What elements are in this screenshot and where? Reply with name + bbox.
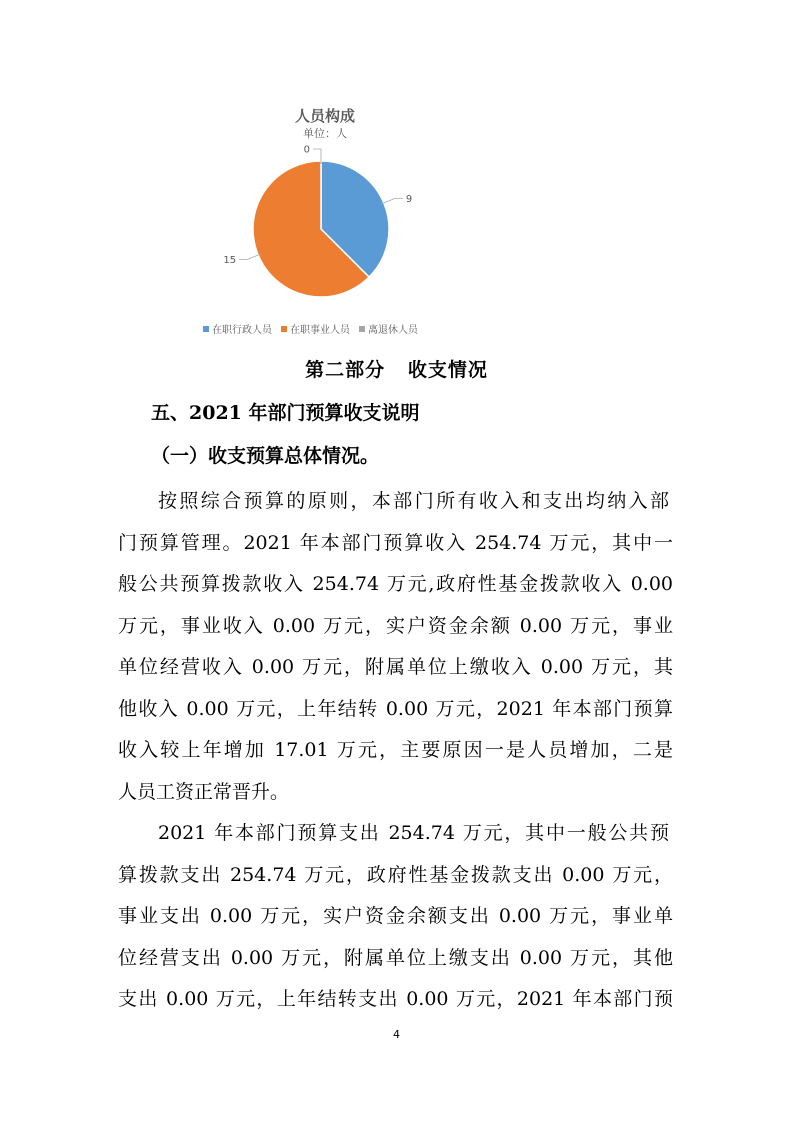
legend-label: 在职行政人员 bbox=[212, 325, 272, 336]
legend-swatch bbox=[203, 326, 209, 332]
paragraph-expenditure-line: 位经营支出 0.00 万元，附属单位上缴支出 0.00 万元，其他 bbox=[118, 946, 673, 969]
pie-svg bbox=[195, 100, 455, 320]
part-title: 第二部分 收支情况 bbox=[305, 359, 488, 381]
legend-swatch bbox=[359, 326, 365, 332]
chart-subtitle: 单位：人 bbox=[303, 127, 347, 140]
paragraph-income-line: 般公共预算拨款收入 254.74 万元,政府性基金拨款收入 0.00 bbox=[118, 573, 673, 595]
legend-swatch bbox=[281, 326, 287, 332]
chart-legend bbox=[203, 321, 418, 336]
section-title: 五、2021 年部门预算收支说明 bbox=[151, 402, 420, 424]
paragraph-income-line: 门预算管理。2021 年本部门预算收入 254.74 万元，其中一 bbox=[118, 531, 673, 554]
legend-entry bbox=[281, 321, 350, 336]
chart-title: 人员构成 bbox=[294, 107, 355, 125]
subsection-title: （一）收支预算总体情况。 bbox=[151, 445, 380, 467]
legend-entry bbox=[359, 321, 418, 336]
legend-entry bbox=[203, 321, 272, 336]
paragraph-expenditure-line: 2021 年本部门预算支出 254.74 万元，其中一般公共预 bbox=[158, 822, 669, 844]
pie-chart bbox=[195, 100, 455, 345]
paragraph-income-line: 单位经营收入 0.00 万元，附属单位上缴收入 0.00 万元，其 bbox=[118, 656, 673, 678]
pie-data-label: 9 bbox=[405, 193, 413, 205]
paragraph-expenditure-line: 事业支出 0.00 万元，实户资金余额支出 0.00 万元，事业单 bbox=[118, 905, 673, 927]
paragraph-income-line: 收入较上年增加 17.01 万元，主要原因一是人员增加，二是 bbox=[118, 739, 673, 761]
paragraph-expenditure-line: 算拨款支出 254.74 万元，政府性基金拨款支出 0.00 万元， bbox=[118, 863, 673, 886]
paragraph-income-line: 他收入 0.00 万元，上年结转 0.00 万元，2021 年本部门预算 bbox=[118, 697, 673, 720]
paragraph-income-line: 人员工资正常晋升。 bbox=[118, 780, 290, 803]
pie-data-label: 0 bbox=[303, 144, 310, 156]
legend-label: 在职事业人员 bbox=[290, 325, 350, 336]
paragraph-expenditure-line: 支出 0.00 万元，上年结转支出 0.00 万元，2021 年本部门预 bbox=[118, 988, 673, 1010]
legend-label: 离退休人员 bbox=[368, 325, 418, 336]
pie-data-label: 15 bbox=[223, 255, 237, 267]
page-number: 4 bbox=[393, 1028, 400, 1041]
paragraph-income-line: 按照综合预算的原则，本部门所有收入和支出均纳入部 bbox=[158, 490, 669, 512]
paragraph-income-line: 万元，事业收入 0.00 万元，实户资金余额 0.00 万元，事业 bbox=[118, 614, 673, 637]
